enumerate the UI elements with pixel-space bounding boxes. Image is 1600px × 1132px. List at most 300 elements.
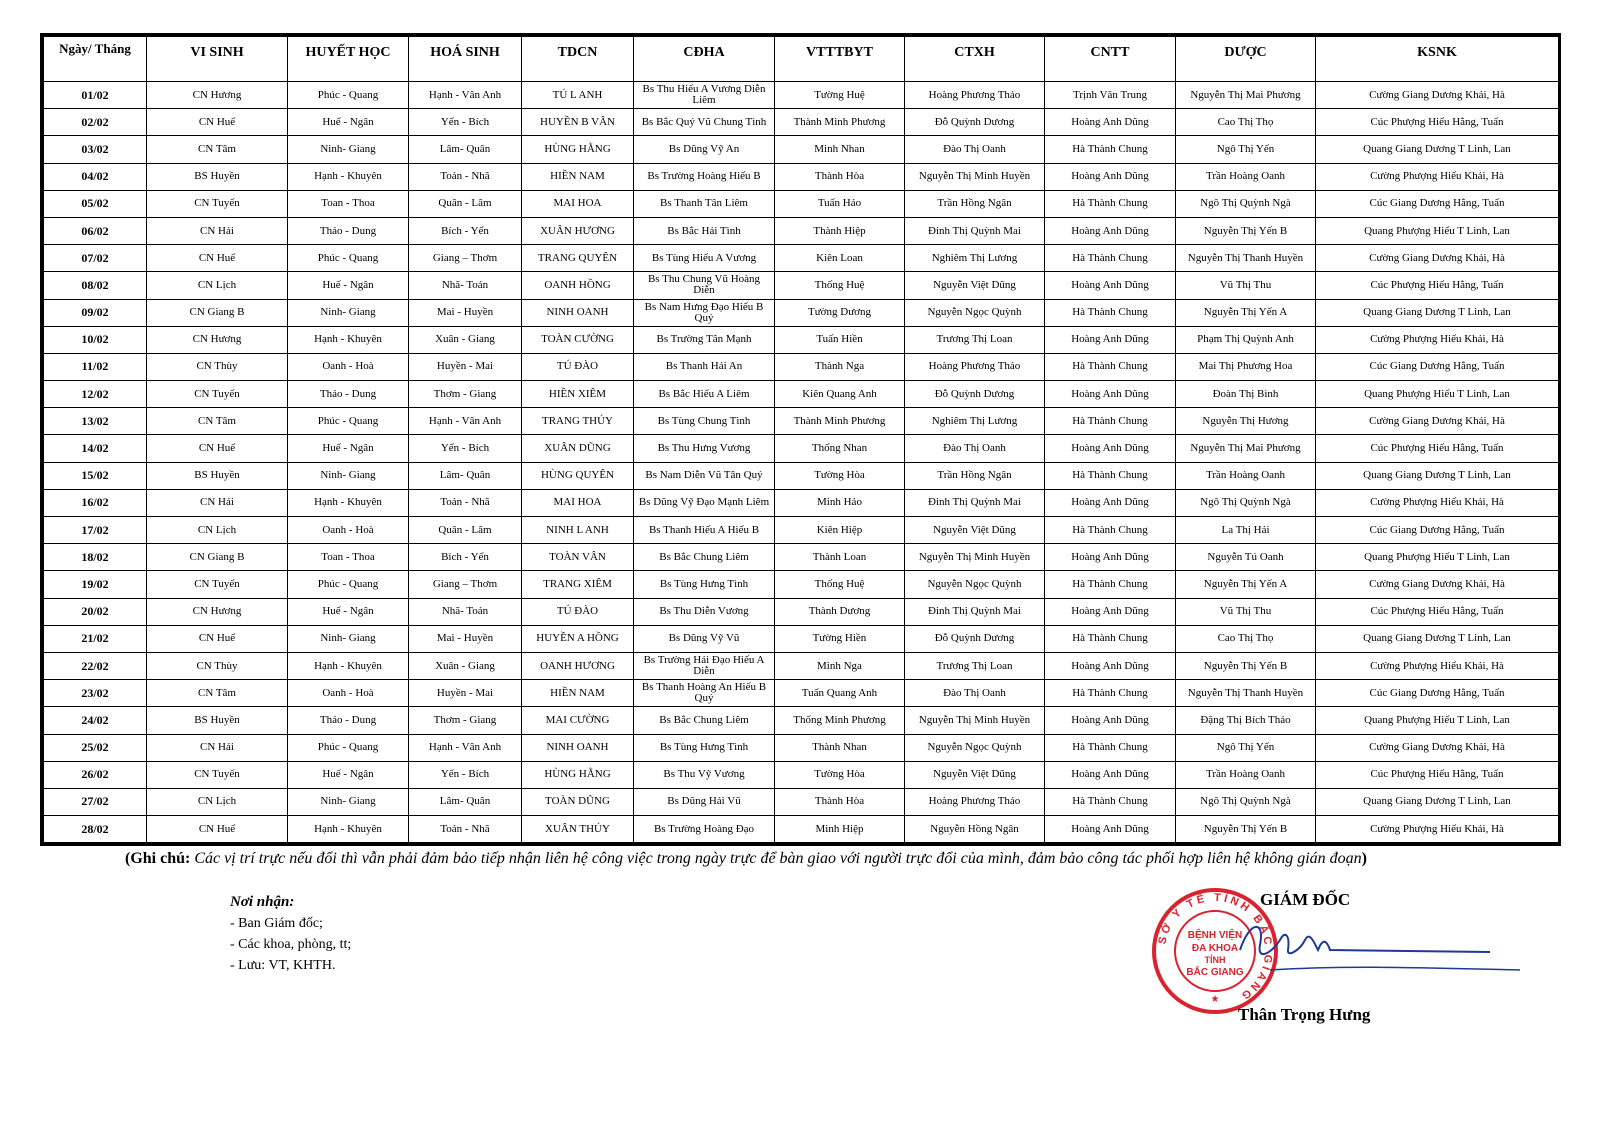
duty-cell: Nguyễn Thị Mai Phương [1176, 435, 1316, 462]
duty-cell: CN Tuyến [147, 190, 288, 217]
duty-cell: Bs Dũng Vỹ Vũ [634, 625, 775, 652]
duty-cell: Nguyễn Hồng Ngân [905, 816, 1045, 843]
duty-cell: Ninh- Giang [288, 625, 409, 652]
duty-cell: Bs Bắc Hải Tình [634, 217, 775, 244]
duty-cell: Hạnh - Khuyên [288, 489, 409, 516]
duty-cell: Yến - Bích [409, 109, 522, 136]
footnote-close: ) [1361, 850, 1367, 867]
duty-cell: Bs Tùng Hiếu A Vương [634, 245, 775, 272]
duty-cell: TÚ ĐÀO [522, 598, 634, 625]
duty-cell: Bs Thanh Hoàng An Hiếu B Quý [634, 680, 775, 707]
duty-cell: Hoàng Anh Dũng [1045, 381, 1176, 408]
duty-cell: Thành Dương [775, 598, 905, 625]
duty-cell: NINH L ANH [522, 517, 634, 544]
duty-cell: Tường Hòa [775, 462, 905, 489]
duty-cell: Đào Thị Oanh [905, 136, 1045, 163]
table-row [44, 163, 1559, 190]
duty-cell: Đỗ Quỳnh Dương [905, 625, 1045, 652]
duty-cell: Cúc Phượng Hiếu Hằng, Tuấn [1316, 435, 1559, 462]
duty-cell: Lâm- Quân [409, 462, 522, 489]
svg-text:TỈNH: TỈNH [1204, 955, 1226, 965]
date-cell: 11/02 [44, 353, 147, 380]
column-header: Ngày/ Tháng [44, 37, 147, 82]
footnote-label: (Ghi chú: [125, 850, 191, 867]
duty-cell: Cúc Phượng Hiếu Hằng, Tuấn [1316, 598, 1559, 625]
duty-cell: HUYỀN B VÂN [522, 109, 634, 136]
duty-cell: MAI HOA [522, 190, 634, 217]
duty-cell: CN Hương [147, 82, 288, 109]
duty-cell: CN Thùy [147, 353, 288, 380]
duty-cell: CN Tuyến [147, 571, 288, 598]
duty-cell: Bs Thu Vỹ Vương [634, 761, 775, 788]
duty-cell: Hạnh - Vân Anh [409, 734, 522, 761]
table-row [44, 734, 1559, 761]
duty-cell: Quang Phượng Hiếu T Linh, Lan [1316, 381, 1559, 408]
duty-cell: HIỀN NAM [522, 680, 634, 707]
duty-cell: TÚ L ANH [522, 82, 634, 109]
duty-cell: Ninh- Giang [288, 788, 409, 815]
duty-cell: Bích - Yến [409, 544, 522, 571]
duty-cell: CN Tâm [147, 136, 288, 163]
date-cell: 22/02 [44, 652, 147, 679]
duty-cell: Thành Hòa [775, 788, 905, 815]
table-header-row [44, 37, 1559, 82]
duty-cell: Hoàng Anh Dũng [1045, 598, 1176, 625]
duty-cell: Cường Phượng Hiếu Khải, Hà [1316, 652, 1559, 679]
duty-cell: HUYỀN A HỒNG [522, 625, 634, 652]
duty-cell: Toan - Thoa [288, 190, 409, 217]
duty-cell: Nguyễn Tú Oanh [1176, 544, 1316, 571]
duty-cell: TRANG QUYÊN [522, 245, 634, 272]
duty-cell: Trương Thị Loan [905, 326, 1045, 353]
duty-cell: Quang Phượng Hiếu T Linh, Lan [1316, 707, 1559, 734]
svg-text:ĐA KHOA: ĐA KHOA [1191, 943, 1239, 954]
duty-cell: CN Hương [147, 598, 288, 625]
duty-cell: CN Giang B [147, 299, 288, 326]
duty-cell: Hoàng Anh Dũng [1045, 652, 1176, 679]
duty-cell: Hoàng Phương Thảo [905, 788, 1045, 815]
duty-cell: Tuấn Hảo [775, 190, 905, 217]
duty-cell: CN Lịch [147, 272, 288, 299]
duty-cell: Hạnh - Khuyên [288, 163, 409, 190]
duty-cell: Cúc Giang Dương Hằng, Tuấn [1316, 517, 1559, 544]
duty-cell: Nguyễn Thị Minh Huyền [905, 707, 1045, 734]
column-header: VI SINH [147, 37, 288, 82]
duty-cell: Hoàng Phương Thảo [905, 353, 1045, 380]
duty-cell: Cúc Giang Dương Hằng, Tuấn [1316, 353, 1559, 380]
duty-cell: Quang Giang Dương T Linh, Lan [1316, 299, 1559, 326]
date-cell: 16/02 [44, 489, 147, 516]
duty-cell: CN Hương [147, 326, 288, 353]
duty-cell: Bs Trường Hoàng Hiếu B [634, 163, 775, 190]
duty-cell: Huế - Ngân [288, 109, 409, 136]
duty-cell: Thơm - Giang [409, 707, 522, 734]
svg-text:SỞ Y TẾ TỈNH BẮC GIANG: SỞ Y TẾ TỈNH BẮC GIANG [1156, 891, 1275, 1003]
duty-cell: Nguyễn Thị Thanh Huyền [1176, 680, 1316, 707]
table-row [44, 598, 1559, 625]
duty-cell: Trần Hồng Ngân [905, 190, 1045, 217]
duty-cell: Hoàng Anh Dũng [1045, 217, 1176, 244]
duty-cell: Toản - Nhã [409, 489, 522, 516]
date-cell: 18/02 [44, 544, 147, 571]
date-cell: 17/02 [44, 517, 147, 544]
duty-cell: Bs Tùng Hưng Tình [634, 734, 775, 761]
column-header: KSNK [1316, 37, 1559, 82]
signer-role: GIÁM ĐỐC [1260, 890, 1351, 909]
duty-cell: Nguyễn Việt Dũng [905, 517, 1045, 544]
duty-cell: Cường Giang Dương Khải, Hà [1316, 571, 1559, 598]
duty-cell: Yến - Bích [409, 761, 522, 788]
duty-cell: Nguyễn Ngọc Quỳnh [905, 571, 1045, 598]
duty-cell: Thảo - Dung [288, 381, 409, 408]
duty-cell: Quang Giang Dương T Linh, Lan [1316, 788, 1559, 815]
duty-cell: Huyền - Mai [409, 680, 522, 707]
duty-cell: Oanh - Hoà [288, 353, 409, 380]
duty-cell: Hoàng Anh Dũng [1045, 163, 1176, 190]
handwritten-signature-icon [1230, 910, 1530, 990]
duty-cell: Kiên Loan [775, 245, 905, 272]
duty-cell: Tường Dương [775, 299, 905, 326]
duty-cell: Bs Thu Diễn Vương [634, 598, 775, 625]
duty-cell: Xuân - Giang [409, 652, 522, 679]
duty-cell: Giang – Thơm [409, 571, 522, 598]
duty-cell: Hà Thành Chung [1045, 190, 1176, 217]
duty-cell: Hà Thành Chung [1045, 734, 1176, 761]
duty-cell: Đào Thị Oanh [905, 680, 1045, 707]
duty-cell: TOÀN DŨNG [522, 788, 634, 815]
duty-cell: Nguyễn Thị Minh Huyền [905, 544, 1045, 571]
duty-cell: Bs Bắc Hiếu A Liêm [634, 381, 775, 408]
duty-cell: TOÀN CƯỜNG [522, 326, 634, 353]
duty-cell: Đoàn Thị Bình [1176, 381, 1316, 408]
date-cell: 01/02 [44, 82, 147, 109]
duty-cell: Thành Loan [775, 544, 905, 571]
duty-cell: Bs Thu Hiếu A Vương Diễn Liêm [634, 82, 775, 109]
duty-cell: Hạnh - Vân Anh [409, 82, 522, 109]
duty-cell: Nguyễn Thị Yến B [1176, 652, 1316, 679]
duty-cell: CN Hải [147, 489, 288, 516]
duty-cell: BS Huyền [147, 462, 288, 489]
duty-cell: Ninh- Giang [288, 136, 409, 163]
duty-cell: CN Tuyến [147, 761, 288, 788]
duty-cell: Nguyễn Ngọc Quỳnh [905, 299, 1045, 326]
duty-cell: Tường Huệ [775, 82, 905, 109]
date-cell: 04/02 [44, 163, 147, 190]
duty-cell: TRANG THÚY [522, 408, 634, 435]
duty-cell: Cường Phượng Hiếu Khải, Hà [1316, 163, 1559, 190]
duty-cell: Thành Minh Phương [775, 408, 905, 435]
duty-cell: Nguyễn Thị Minh Huyền [905, 163, 1045, 190]
duty-cell: Quang Phượng Hiếu T Linh, Lan [1316, 544, 1559, 571]
duty-cell: Bs Thanh Hiếu A Hiếu B [634, 517, 775, 544]
duty-cell: OANH HỒNG [522, 272, 634, 299]
duty-cell: Thảo - Dung [288, 217, 409, 244]
date-cell: 14/02 [44, 435, 147, 462]
duty-cell: Kiên Quang Anh [775, 381, 905, 408]
duty-cell: XUÂN HƯƠNG [522, 217, 634, 244]
duty-cell: Nghiêm Thị Lương [905, 408, 1045, 435]
duty-cell: Phúc - Quang [288, 245, 409, 272]
duty-cell: Mai - Huyền [409, 625, 522, 652]
table-row [44, 462, 1559, 489]
duty-cell: Quang Giang Dương T Linh, Lan [1316, 136, 1559, 163]
duty-cell: CN Huế [147, 245, 288, 272]
duty-cell: Phúc - Quang [288, 82, 409, 109]
duty-cell: Bs Trường Tân Mạnh [634, 326, 775, 353]
duty-cell: Hoàng Anh Dũng [1045, 761, 1176, 788]
duty-cell: La Thị Hải [1176, 517, 1316, 544]
duty-cell: CN Tuyến [147, 381, 288, 408]
recipients-block [230, 892, 351, 976]
duty-cell: XUÂN THÚY [522, 816, 634, 843]
duty-cell: CN Huế [147, 625, 288, 652]
duty-cell: Nguyễn Ngọc Quỳnh [905, 734, 1045, 761]
duty-cell: Cúc Phượng Hiếu Hằng, Tuấn [1316, 272, 1559, 299]
duty-cell: Hoàng Anh Dũng [1045, 489, 1176, 516]
duty-cell: HIỀN NAM [522, 163, 634, 190]
duty-cell: Đinh Thị Quỳnh Mai [905, 598, 1045, 625]
duty-cell: Bs Bắc Chung Liêm [634, 544, 775, 571]
duty-cell: NINH OANH [522, 734, 634, 761]
svg-text:BẮC GIANG: BẮC GIANG [1186, 967, 1244, 978]
duty-cell: Thành Nga [775, 353, 905, 380]
duty-roster-table [40, 33, 1561, 846]
duty-cell: Thảo - Dung [288, 707, 409, 734]
duty-cell: TOÀN VÂN [522, 544, 634, 571]
date-cell: 19/02 [44, 571, 147, 598]
duty-cell: Minh Nga [775, 652, 905, 679]
duty-cell: Bs Bắc Chung Liêm [634, 707, 775, 734]
duty-cell: Yến - Bích [409, 435, 522, 462]
table-row [44, 517, 1559, 544]
duty-cell: Nhã- Toản [409, 598, 522, 625]
duty-cell: Hà Thành Chung [1045, 571, 1176, 598]
duty-cell: OANH HƯƠNG [522, 652, 634, 679]
table-row [44, 82, 1559, 109]
duty-cell: Cường Phượng Hiếu Khải, Hà [1316, 489, 1559, 516]
duty-cell: Bs Thu Chung Vũ Hoàng Diễn [634, 272, 775, 299]
duty-cell: CN Thùy [147, 652, 288, 679]
duty-cell: Thống Minh Phương [775, 707, 905, 734]
duty-cell: Nguyễn Việt Dũng [905, 761, 1045, 788]
duty-cell: Hà Thành Chung [1045, 462, 1176, 489]
duty-cell: Thống Huệ [775, 571, 905, 598]
column-header: HUYẾT HỌC [288, 37, 409, 82]
duty-cell: BS Huyền [147, 163, 288, 190]
duty-cell: MAI HOA [522, 489, 634, 516]
table-row [44, 489, 1559, 516]
table-row [44, 707, 1559, 734]
duty-cell: Hạnh - Vân Anh [409, 408, 522, 435]
column-header: VTTTBYT [775, 37, 905, 82]
duty-cell: HÙNG QUYÊN [522, 462, 634, 489]
duty-cell: Quang Giang Dương T Linh, Lan [1316, 625, 1559, 652]
duty-cell: Đào Thị Oanh [905, 435, 1045, 462]
duty-cell: Bs Tùng Hưng Tình [634, 571, 775, 598]
duty-cell: Nguyễn Thị Thanh Huyền [1176, 245, 1316, 272]
duty-cell: Hà Thành Chung [1045, 353, 1176, 380]
table-row [44, 190, 1559, 217]
duty-cell: Thống Huệ [775, 272, 905, 299]
duty-cell: Đặng Thị Bích Thảo [1176, 707, 1316, 734]
date-cell: 23/02 [44, 680, 147, 707]
duty-cell: Minh Nhan [775, 136, 905, 163]
table-row [44, 136, 1559, 163]
table-row [44, 788, 1559, 815]
duty-cell: Hoàng Anh Dũng [1045, 326, 1176, 353]
date-cell: 27/02 [44, 788, 147, 815]
duty-cell: Quang Giang Dương T Linh, Lan [1316, 462, 1559, 489]
duty-cell: Bs Trường Hoàng Đạo [634, 816, 775, 843]
duty-cell: Hà Thành Chung [1045, 788, 1176, 815]
duty-cell: Bs Thanh Tân Liêm [634, 190, 775, 217]
duty-cell: Thơm - Giang [409, 381, 522, 408]
duty-cell: Bs Nam Hưng Đạo Hiếu B Quý [634, 299, 775, 326]
duty-cell: CN Huế [147, 816, 288, 843]
duty-cell: Nhã- Toản [409, 272, 522, 299]
duty-cell: Ninh- Giang [288, 462, 409, 489]
duty-cell: Hoàng Anh Dũng [1045, 707, 1176, 734]
footnote [125, 850, 1367, 868]
duty-cell: Ngô Thị Quỳnh Ngà [1176, 190, 1316, 217]
date-cell: 25/02 [44, 734, 147, 761]
duty-cell: Đỗ Quỳnh Dương [905, 109, 1045, 136]
duty-cell: Quân - Lâm [409, 190, 522, 217]
table-row [44, 353, 1559, 380]
duty-cell: Cường Giang Dương Khải, Hà [1316, 408, 1559, 435]
duty-cell: Trần Hoàng Oanh [1176, 462, 1316, 489]
duty-cell: Ninh- Giang [288, 299, 409, 326]
duty-cell: Trần Hồng Ngân [905, 462, 1045, 489]
duty-cell: Đinh Thị Quỳnh Mai [905, 489, 1045, 516]
table-row [44, 816, 1559, 843]
duty-cell: Ngô Thị Yến [1176, 136, 1316, 163]
duty-cell: Quân - Lâm [409, 517, 522, 544]
duty-cell: TÚ ĐÀO [522, 353, 634, 380]
duty-cell: Cúc Giang Dương Hằng, Tuấn [1316, 680, 1559, 707]
duty-cell: Oanh - Hoà [288, 680, 409, 707]
duty-cell: Vũ Thị Thu [1176, 598, 1316, 625]
duty-cell: CN Hải [147, 217, 288, 244]
duty-cell: Hà Thành Chung [1045, 625, 1176, 652]
duty-cell: Hạnh - Khuyên [288, 326, 409, 353]
duty-cell: Nguyễn Thị Yến A [1176, 571, 1316, 598]
date-cell: 12/02 [44, 381, 147, 408]
duty-cell: Cường Giang Dương Khải, Hà [1316, 82, 1559, 109]
duty-cell: Cường Phượng Hiếu Khải, Hà [1316, 326, 1559, 353]
table-row [44, 381, 1559, 408]
footnote-text: Các vị trí trực nếu đổi thì vẫn phải đảm bảo tiếp nhận liên hệ công việc trong ngày trực để bàn giao với người trực đổi của mình, đảm bảo công tác phối hợp liên hệ không gián đoạn [190, 850, 1362, 867]
date-cell: 28/02 [44, 816, 147, 843]
duty-cell: Tường Hòa [775, 761, 905, 788]
date-cell: 10/02 [44, 326, 147, 353]
column-header: HOÁ SINH [409, 37, 522, 82]
duty-cell: Hạnh - Khuyên [288, 816, 409, 843]
duty-cell: Hoàng Anh Dũng [1045, 272, 1176, 299]
table-row [44, 245, 1559, 272]
duty-cell: Vũ Thị Thu [1176, 272, 1316, 299]
duty-cell: Nguyễn Việt Dũng [905, 272, 1045, 299]
duty-cell: Bs Dũng Hải Vũ [634, 788, 775, 815]
duty-cell: BS Huyền [147, 707, 288, 734]
duty-cell: Bs Trường Hải Đạo Hiếu A Diễn [634, 652, 775, 679]
duty-cell: Thành Minh Phương [775, 109, 905, 136]
recipient-item: - Lưu: VT, KHTH. [230, 958, 336, 973]
date-cell: 03/02 [44, 136, 147, 163]
duty-cell: Giang – Thơm [409, 245, 522, 272]
duty-cell: Nguyễn Thị Hương [1176, 408, 1316, 435]
date-cell: 02/02 [44, 109, 147, 136]
svg-text:BỆNH VIỆN: BỆNH VIỆN [1187, 930, 1243, 941]
table-row [44, 652, 1559, 679]
table-row [44, 326, 1559, 353]
date-cell: 06/02 [44, 217, 147, 244]
duty-cell: Mai - Huyền [409, 299, 522, 326]
duty-cell: Cường Giang Dương Khải, Hà [1316, 734, 1559, 761]
duty-cell: Tường Hiền [775, 625, 905, 652]
duty-cell: Hoàng Anh Dũng [1045, 544, 1176, 571]
duty-cell: Cúc Phượng Hiếu Hằng, Tuấn [1316, 761, 1559, 788]
duty-cell: CN Lịch [147, 517, 288, 544]
duty-cell: CN Huế [147, 109, 288, 136]
duty-cell: Minh Hiệp [775, 816, 905, 843]
duty-cell: Bích - Yến [409, 217, 522, 244]
duty-cell: Nghiêm Thị Lương [905, 245, 1045, 272]
table-row [44, 109, 1559, 136]
duty-cell: HIỀN XIÊM [522, 381, 634, 408]
duty-cell: Huyền - Mai [409, 353, 522, 380]
duty-cell: Hạnh - Khuyên [288, 652, 409, 679]
duty-cell: Toản - Nhã [409, 163, 522, 190]
duty-cell: Hoàng Phương Thảo [905, 82, 1045, 109]
duty-cell: Hà Thành Chung [1045, 245, 1176, 272]
duty-cell: Xuân - Giang [409, 326, 522, 353]
duty-cell: Thống Nhan [775, 435, 905, 462]
table-row [44, 680, 1559, 707]
date-cell: 05/02 [44, 190, 147, 217]
duty-cell: Phạm Thị Quỳnh Anh [1176, 326, 1316, 353]
duty-cell: Hà Thành Chung [1045, 680, 1176, 707]
duty-cell: Cường Phượng Hiếu Khải, Hà [1316, 816, 1559, 843]
signature-block [1150, 890, 1570, 1040]
duty-cell: Cúc Phượng Hiếu Hằng, Tuấn [1316, 109, 1559, 136]
duty-cell: Oanh - Hoà [288, 517, 409, 544]
signer-name: Thân Trọng Hưng [1238, 1005, 1371, 1024]
duty-cell: Bs Thu Hưng Vương [634, 435, 775, 462]
date-cell: 15/02 [44, 462, 147, 489]
duty-cell: Hà Thành Chung [1045, 136, 1176, 163]
recipients-title: Nơi nhận: [230, 894, 295, 910]
duty-cell: Bs Tùng Chung Tình [634, 408, 775, 435]
column-header: TDCN [522, 37, 634, 82]
duty-cell: Nguyễn Thị Yến B [1176, 217, 1316, 244]
duty-cell: Kiên Hiệp [775, 517, 905, 544]
duty-cell: CN Tâm [147, 680, 288, 707]
table-row [44, 272, 1559, 299]
recipient-item: - Ban Giám đốc; [230, 916, 323, 931]
table-row [44, 435, 1559, 462]
duty-cell: TRANG XIÊM [522, 571, 634, 598]
date-cell: 08/02 [44, 272, 147, 299]
duty-cell: Huế - Ngân [288, 435, 409, 462]
duty-cell: Thành Nhan [775, 734, 905, 761]
duty-cell: Hà Thành Chung [1045, 408, 1176, 435]
duty-cell: Cường Giang Dương Khải, Hà [1316, 245, 1559, 272]
duty-cell: Toản - Nhã [409, 816, 522, 843]
duty-cell: Ngô Thị Quỳnh Ngà [1176, 788, 1316, 815]
table-row [44, 544, 1559, 571]
duty-cell: Trần Hoàng Oanh [1176, 761, 1316, 788]
